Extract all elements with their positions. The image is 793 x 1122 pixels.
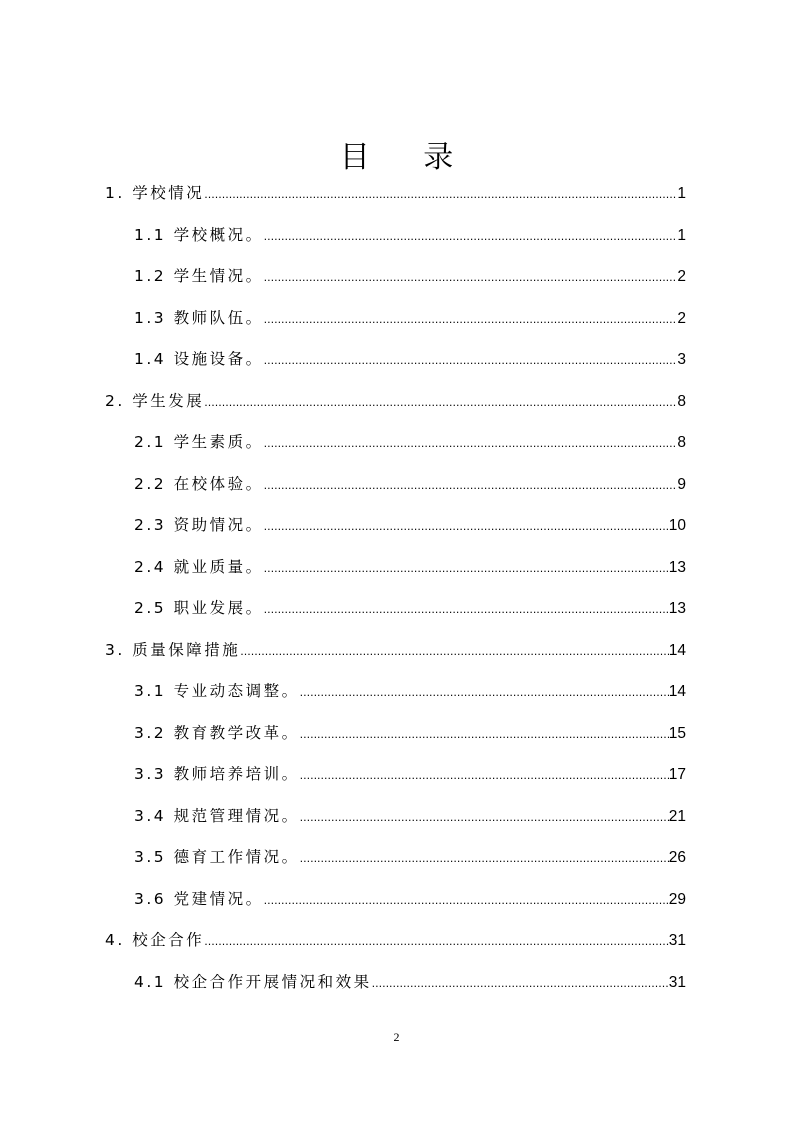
toc-entry-page: 14 bbox=[668, 641, 686, 659]
toc-subsection-entry[interactable] bbox=[134, 970, 686, 992]
toc-entry-page: 1 bbox=[677, 226, 686, 244]
toc-dot-leader bbox=[240, 645, 669, 658]
toc-subsection-entry[interactable] bbox=[134, 679, 686, 701]
toc-entry-page: 17 bbox=[668, 766, 686, 783]
toc-entry-label: 3.5 德育工作情况。 bbox=[134, 848, 300, 866]
toc-entry-page: 9 bbox=[677, 475, 686, 493]
toc-entry-label: 3.2 教育教学改革。 bbox=[134, 723, 300, 742]
toc-subsection-entry[interactable] bbox=[134, 513, 686, 535]
toc-dot-leader bbox=[264, 437, 678, 450]
toc-entry-page: 14 bbox=[668, 683, 686, 700]
toc-entry-page: 2 bbox=[677, 309, 686, 327]
toc-entry-label: 1.4 设施设备。 bbox=[134, 350, 264, 368]
toc-entry-page: 13 bbox=[668, 600, 686, 617]
toc-subsection-entry[interactable] bbox=[134, 887, 686, 909]
toc-entry-label: 2. 学生发展 bbox=[105, 391, 205, 410]
toc-dot-leader bbox=[264, 354, 678, 367]
toc-entry-label: 3.3 教师培养培训。 bbox=[134, 765, 300, 783]
toc-dot-leader bbox=[300, 811, 669, 824]
toc-entry-page: 10 bbox=[668, 517, 686, 534]
toc-dot-leader bbox=[264, 562, 669, 575]
toc-entry-page: 8 bbox=[677, 434, 686, 451]
toc-subsection-entry[interactable] bbox=[134, 845, 686, 867]
toc-subsection-entry[interactable] bbox=[134, 721, 686, 743]
toc-entry-label: 2.5 职业发展。 bbox=[134, 599, 264, 617]
toc-entry-page: 31 bbox=[668, 973, 686, 991]
toc-dot-leader bbox=[372, 977, 669, 990]
toc-subsection-entry[interactable] bbox=[134, 306, 686, 328]
toc-dot-leader bbox=[264, 313, 678, 326]
toc-entry-label: 2.3 资助情况。 bbox=[134, 516, 264, 534]
toc-subsection-entry[interactable] bbox=[134, 804, 686, 826]
page-title: 目 录 bbox=[339, 140, 476, 175]
toc-entry-label: 2.2 在校体验。 bbox=[134, 474, 264, 493]
toc-dot-leader bbox=[264, 271, 678, 284]
toc-subsection-entry[interactable] bbox=[134, 264, 686, 286]
toc-dot-leader bbox=[264, 894, 669, 907]
toc-entry-label: 4.1 校企合作开展情况和效果 bbox=[134, 972, 372, 991]
toc-entry-page: 31 bbox=[668, 932, 686, 949]
toc-subsection-entry[interactable] bbox=[134, 762, 686, 784]
toc-section-entry[interactable] bbox=[105, 928, 686, 950]
toc-dot-leader bbox=[264, 520, 669, 533]
toc-entry-label: 4. 校企合作 bbox=[105, 931, 205, 949]
toc-entry-page: 26 bbox=[668, 849, 686, 866]
toc-entry-label: 2.1 学生素质。 bbox=[134, 433, 264, 451]
toc-entry-page: 3 bbox=[677, 351, 686, 368]
toc-dot-leader bbox=[264, 479, 678, 492]
page-number: 2 bbox=[393, 1030, 400, 1044]
toc-entry-label: 3.4 规范管理情况。 bbox=[134, 806, 300, 825]
toc-subsection-entry[interactable] bbox=[134, 223, 686, 245]
toc-dot-leader bbox=[264, 230, 678, 243]
toc-entry-page: 8 bbox=[677, 392, 686, 410]
toc-entry-label: 3. 质量保障措施 bbox=[105, 640, 241, 659]
toc-entry-page: 29 bbox=[668, 890, 686, 908]
toc-entry-page: 2 bbox=[677, 268, 686, 285]
toc-dot-leader bbox=[300, 728, 669, 741]
toc-dot-leader bbox=[300, 769, 669, 782]
toc-entry-label: 1.1 学校概况。 bbox=[134, 225, 264, 244]
toc-entry-label: 3.1 专业动态调整。 bbox=[134, 682, 300, 700]
toc-subsection-entry[interactable] bbox=[134, 555, 686, 577]
toc-subsection-entry[interactable] bbox=[134, 596, 686, 618]
toc-entry-page: 15 bbox=[668, 724, 686, 742]
toc-section-entry[interactable] bbox=[105, 181, 686, 203]
toc-entry-label: 3.6 党建情况。 bbox=[134, 889, 264, 908]
toc-entry-page: 21 bbox=[668, 807, 686, 825]
toc-dot-leader bbox=[204, 188, 677, 201]
toc-dot-leader bbox=[300, 852, 669, 865]
toc-entry-label: 2.4 就业质量。 bbox=[134, 557, 264, 576]
toc-dot-leader bbox=[264, 603, 669, 616]
toc-dot-leader bbox=[204, 935, 669, 948]
toc-subsection-entry[interactable] bbox=[134, 347, 686, 369]
toc-entry-label: 1. 学校情况 bbox=[105, 184, 205, 202]
toc-section-entry[interactable] bbox=[105, 638, 686, 660]
toc-subsection-entry[interactable] bbox=[134, 430, 686, 452]
toc-dot-leader bbox=[300, 686, 669, 699]
toc-entry-label: 1.3 教师队伍。 bbox=[134, 308, 264, 327]
toc-entry-label: 1.2 学生情况。 bbox=[134, 267, 264, 285]
toc-entry-page: 13 bbox=[668, 558, 686, 576]
toc-subsection-entry[interactable] bbox=[134, 472, 686, 494]
toc-entry-page: 1 bbox=[677, 185, 686, 202]
toc-dot-leader bbox=[204, 396, 677, 409]
toc-section-entry[interactable] bbox=[105, 389, 686, 411]
